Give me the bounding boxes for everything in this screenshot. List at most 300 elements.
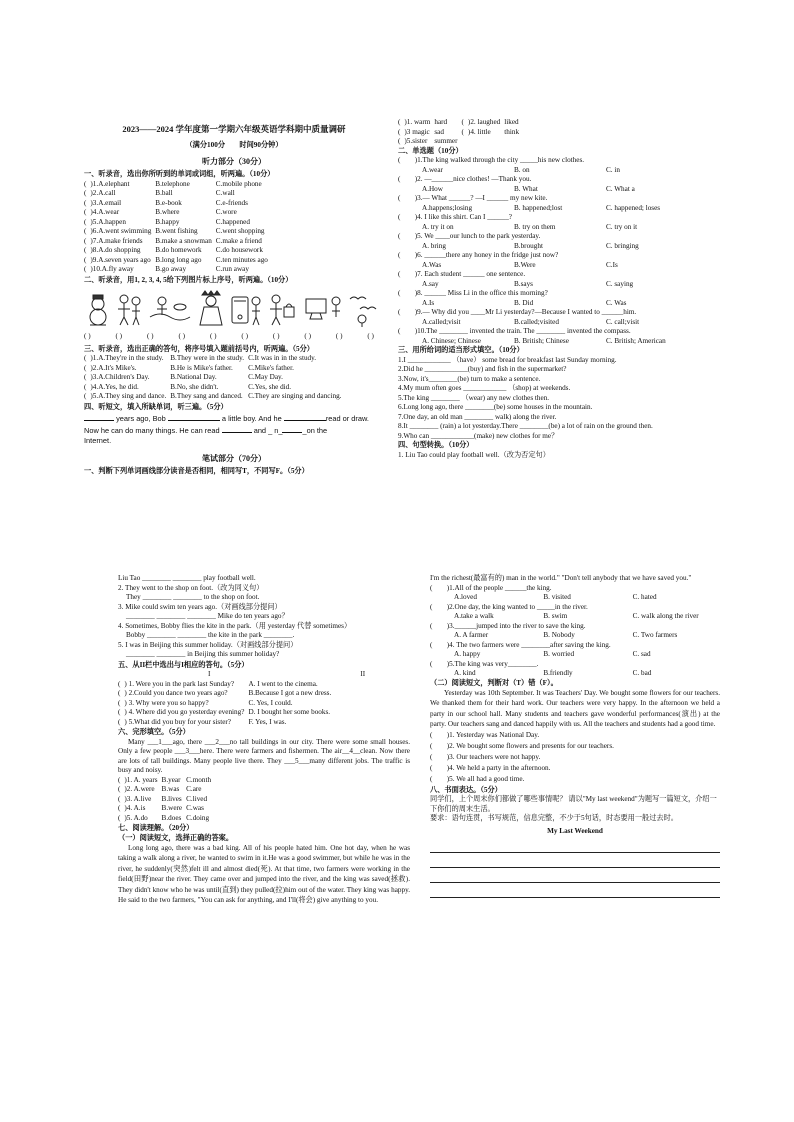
fill-line2a: Now he can do many things. He can read bbox=[84, 426, 220, 436]
cloze-item-cell: C.was bbox=[186, 804, 204, 812]
match-item-row bbox=[118, 680, 335, 690]
telephone-picture bbox=[232, 297, 260, 325]
ls1-item-cell: B.e-book bbox=[155, 198, 182, 207]
ls3-item-cell: C.May Day. bbox=[248, 373, 283, 382]
reading-q1-option: B. Nobody bbox=[543, 631, 575, 639]
match-item-cell: ) 3. Why were you so happy? bbox=[124, 698, 209, 707]
pair-item-cell: ( bbox=[398, 127, 401, 136]
match-item-cell: ) 1. Were you in the park last Sunday? bbox=[124, 679, 235, 688]
reading-q1-stem: ( )4. The two farmers were ________after saving the king. bbox=[430, 640, 611, 649]
verb-form-item: 9.Who can ____________(make) new clothes for me？ bbox=[398, 431, 559, 440]
cloze-item-cell: )4. A.is bbox=[124, 804, 146, 812]
mc-option: C. British; American bbox=[606, 336, 666, 345]
ls3-item-cell: )5.A.They sing and dance. bbox=[90, 392, 167, 401]
cloze-item-cell: B.was bbox=[161, 785, 180, 793]
cloze-item-row bbox=[118, 776, 215, 786]
listening-sec3-heading: 三、听录音，选出正确的答句，将序号填入题前括号内，听两遍。（5分） bbox=[84, 344, 314, 353]
mc-stem: ( )2. —______nice clothes! —Thank you. bbox=[398, 175, 532, 183]
verb-form-item: 7.One day, an old man ________ walk) along the river. bbox=[398, 412, 557, 421]
mc-question bbox=[398, 308, 698, 327]
fill-line1a: years ago, Bob bbox=[116, 414, 166, 424]
reading-sub2: （二）阅读短文，判断对（T）错（F）。 bbox=[430, 678, 558, 687]
reading-q1-option: A. happy bbox=[454, 650, 481, 658]
mc-option: A.Is bbox=[422, 298, 435, 307]
cloze-item-cell: ( bbox=[118, 804, 121, 812]
ls1-item-cell: C.e-friends bbox=[215, 198, 248, 207]
ls1-item-cell: B.do homework bbox=[155, 246, 202, 255]
reading-q1-option: C. sad bbox=[632, 650, 651, 658]
written-sec1-pairs bbox=[398, 118, 523, 147]
pair-item-cell: )5.sister bbox=[404, 137, 428, 145]
ls1-item-cell: B.ball bbox=[155, 189, 173, 198]
cloze-item-row bbox=[118, 814, 215, 824]
match-item-cell: ) 4. Where did you go yesterday evening? bbox=[124, 708, 245, 716]
ls1-item-cell: )3.A.email bbox=[90, 198, 122, 207]
ls1-item-cell: C.ten minutes ago bbox=[215, 255, 268, 264]
cloze-item-cell: ( bbox=[118, 775, 121, 784]
mc-stem: ( )5. We ____our lunch to the park yesterday. bbox=[398, 232, 541, 240]
transform-item: Liu Tao ________ ________ play football well. bbox=[118, 574, 256, 582]
mc-stem: ( )7. Each student ______ one sentence. bbox=[398, 270, 526, 278]
cloze-passage: Many ___1___ago, there ___2___no tall buildings in our city. There were some small houses. Only a few people ___3___here. There were farmers and fishermen. The air__4__clean. Now there are lots of tall buildings. Many people live there. They ___5___many different jobs. The traffic is busy and noisy. bbox=[118, 737, 410, 774]
reading-q1-option: A. kind bbox=[454, 669, 476, 677]
listening-sec4-heading: 四、听短文，填入所缺单词，听三遍。（5分） bbox=[84, 402, 228, 411]
written-sec3-heading: 三、用所给词的适当形式填空。（10分） bbox=[398, 346, 524, 354]
mc-option: A. try it on bbox=[422, 222, 454, 231]
pair-item-cell: think bbox=[504, 127, 520, 136]
ls1-item-cell: B.go away bbox=[155, 265, 187, 274]
listening-sec4-passage bbox=[84, 412, 384, 445]
fill-line3: Internet. bbox=[84, 435, 112, 445]
mc-stem: ( )1.The king walked through the city _____his new clothes. bbox=[398, 156, 585, 164]
verb-form-item: 6.Long long ago, there ________(be) some houses in the mountain. bbox=[398, 403, 593, 411]
listening-sec3-list bbox=[84, 354, 345, 402]
cloze-item-row bbox=[118, 804, 215, 814]
match-item-cell: ( bbox=[118, 698, 121, 707]
ls1-item-row bbox=[84, 256, 272, 266]
ls1-item-row bbox=[84, 180, 272, 190]
reading-q2-item: ( )3. Our teachers were not happy. bbox=[430, 753, 541, 762]
reading-sub1: （一）阅读短文，选择正确的答案。 bbox=[118, 833, 234, 842]
written-heading: 笔试部分（70分） bbox=[202, 453, 266, 463]
ls3-item-cell: C.It was in in the study. bbox=[248, 354, 317, 363]
ls1-item-cell: C.mobile phone bbox=[215, 179, 262, 188]
cloze-item-cell: ( bbox=[118, 813, 121, 822]
picture-row bbox=[84, 287, 384, 329]
mc-option: A.called;visit bbox=[422, 317, 461, 326]
mc-option: B. happened;lost bbox=[514, 203, 563, 212]
ls1-item-cell: ( bbox=[84, 246, 87, 255]
picture-bracket: ( ) bbox=[241, 332, 249, 341]
ls3-item-cell: ( bbox=[84, 373, 87, 382]
ls3-item-cell: C.They are singing and dancing. bbox=[248, 392, 342, 401]
ls3-item-row bbox=[84, 392, 345, 402]
bottom-right-panel bbox=[430, 574, 720, 902]
cloze-item-cell: )3. A.live bbox=[124, 794, 152, 803]
ls1-item-cell: C.do housework bbox=[215, 246, 263, 255]
ls3-item-row bbox=[84, 364, 345, 374]
transform-item: 5. I was in Beijing this summer holiday.（对画线部分提问） bbox=[118, 640, 298, 649]
ls3-item-cell: )1.A.They're in the study. bbox=[90, 354, 164, 363]
reading-passage1: Long long ago, there was a bad king. All of his people hated him. One hot day, when he was taking a walk along a river, he wanted to swim in it.He was a good swimmer, but while he was in the river, he suddenly(突然)felt ill and almost died(死). At that time, two farmers were working in the field(田野)near the river. They came over and jumped into the river, and the king was saved(拯救). They didn't know who he was until(直到) they pulled(拉)him out of the water. They king was happy. He said to the two farmers, "You can ask for anything, and I'll(将会) give anything to you. bbox=[118, 844, 410, 905]
mc-question bbox=[398, 289, 698, 308]
pair-item-row bbox=[398, 128, 523, 138]
mc-question bbox=[398, 175, 698, 194]
mc-option: C. bringing bbox=[606, 241, 639, 250]
ls1-item-cell: )7.A.make friends bbox=[90, 236, 143, 245]
mc-option: C. Was bbox=[606, 298, 627, 307]
ls1-item-cell: B.long long ago bbox=[155, 255, 202, 264]
pair-item-cell: )1. warm bbox=[404, 118, 431, 126]
reading-q2-item: ( )4. We held a party in the afternoon. bbox=[430, 764, 551, 773]
match-item-cell: ( bbox=[118, 689, 121, 697]
match-item-row bbox=[118, 699, 335, 709]
reading-q2-item: ( )5. We all had a good time. bbox=[430, 775, 525, 784]
mc-option: A.wear bbox=[422, 165, 443, 174]
people-picture bbox=[118, 295, 140, 325]
mc-option: C. What a bbox=[606, 184, 635, 193]
ls3-item-cell: )3.A.Children's Day. bbox=[90, 373, 150, 382]
mc-option: A. bring bbox=[422, 241, 446, 250]
pair-item-cell: ( bbox=[461, 118, 464, 126]
mc-stem: ( )9.— Why did you ____Mr Li yesterday?—Because I wanted to ______him. bbox=[398, 308, 637, 316]
king-picture bbox=[200, 291, 222, 325]
ls1-item-cell: C.went shopping bbox=[215, 227, 265, 236]
computer-picture bbox=[306, 297, 340, 319]
written-sec2-heading: 二、单选题（10分） bbox=[398, 146, 463, 155]
fill-line1c: read or draw. bbox=[325, 414, 369, 424]
cloze-item-cell: )2. A.were bbox=[124, 785, 155, 793]
cloze-item-cell: ( bbox=[118, 794, 121, 803]
top-left-panel bbox=[84, 124, 384, 477]
reading-q1-stem: ( )1.All of the people ______the king. bbox=[430, 583, 552, 592]
pair-item-row bbox=[398, 137, 523, 147]
transform-item: 2. They went to the shop on foot.（改为同义句） bbox=[118, 583, 264, 592]
ls1-item-cell: C.run away bbox=[215, 265, 249, 274]
verb-form-item: 8.It ________ (rain) a lot yesterday.There ________(be) a lot of rain on the ground then. bbox=[398, 422, 653, 430]
ls3-item-row bbox=[84, 354, 345, 364]
ls1-item-cell: C.wall bbox=[215, 189, 235, 198]
ls1-item-cell: B.make a snowman bbox=[155, 236, 212, 245]
picture-bracket: ( ) bbox=[272, 332, 280, 341]
ls3-item-cell: )2.A.It's Mike's. bbox=[90, 363, 137, 372]
mc-stem: ( )6. ______there any honey in the fridge just now? bbox=[398, 251, 559, 259]
mc-option: B.called;visited bbox=[514, 317, 559, 326]
mc-option: B. on bbox=[514, 165, 530, 174]
ls1-item-row bbox=[84, 227, 272, 237]
river-picture bbox=[150, 297, 190, 320]
ls3-item-cell: C.Yes, she did. bbox=[248, 382, 292, 391]
mc-question bbox=[398, 251, 698, 270]
ls1-item-cell: B.where bbox=[155, 208, 180, 217]
ls1-item-row bbox=[84, 265, 272, 275]
ls3-item-cell: ( bbox=[84, 363, 87, 372]
exam-title: 2023——2024 学年度第一学期六年级英语学科期中质量调研 bbox=[122, 124, 346, 134]
mc-stem: ( )8. ______ Miss Li in the office this morning? bbox=[398, 289, 548, 297]
birds-picture bbox=[350, 297, 376, 327]
top-right-panel bbox=[398, 118, 698, 460]
mc-option: B. try on them bbox=[514, 222, 556, 231]
cloze-item-cell: )1. A. years bbox=[124, 775, 158, 784]
essay-title: My Last Weekend bbox=[547, 826, 603, 835]
ls1-item-cell: ( bbox=[84, 198, 87, 207]
reading-q1-option: B. worried bbox=[543, 650, 575, 658]
reading-passage2: Yesterday was 10th September. It was Teachers' Day. We bought some flowers for our teachers. We thanked them for their hard work. Our teachers were very happy. In the afternoon we held a party in our school hall. Many students and teachers gave wonderful performances(演出) at the party. Our teachers sang and danced happily with us. All the teachers and students had a good time. bbox=[430, 689, 720, 729]
cloze-item-row bbox=[118, 795, 215, 805]
ls1-item-cell: )8.A.do shopping bbox=[90, 246, 141, 255]
ls1-item-cell: C.happened bbox=[215, 217, 250, 226]
mc-stem: ( )4. I like this shirt. Can I ______? bbox=[398, 213, 512, 221]
writing-prompt: 同学们，上个周末你们都做了哪些事情呢？ 请以"My last weekend"为题写一篇短文，介绍一下你们的周末生活。 bbox=[430, 795, 717, 813]
mc-option: C. happened; loses bbox=[606, 203, 661, 212]
snowman-picture bbox=[90, 295, 106, 325]
reading-q1-stem: ( )3.______jumped into the river to save the king. bbox=[430, 621, 586, 630]
picture-bracket: ( ) bbox=[335, 332, 343, 341]
writing-lines[interactable] bbox=[430, 842, 720, 898]
pair-item-cell: )2. laughed bbox=[467, 118, 501, 126]
picture-bracket: ( ) bbox=[115, 332, 123, 341]
match-item-cell: A. I went to the cinema. bbox=[248, 679, 318, 688]
reading-q1-option: C. walk along the river bbox=[632, 612, 699, 620]
reading-q1-stem: ( )5.The king was very________. bbox=[430, 659, 539, 668]
reading-q1-option: C. Two farmers bbox=[632, 631, 678, 639]
mc-option: A.say bbox=[422, 279, 439, 288]
match-item-cell: ( bbox=[118, 708, 121, 716]
reading-q1-question bbox=[430, 622, 720, 641]
mc-option: C. call;visit bbox=[606, 317, 640, 326]
pair-item-cell: summer bbox=[434, 137, 458, 145]
ls3-item-row bbox=[84, 383, 345, 393]
match-item-cell: ) 2.Could you dance two years ago? bbox=[124, 689, 228, 697]
transform-item: ________ ________ ________ Mike do ten years ago？ bbox=[126, 612, 289, 620]
mc-option: B.brought bbox=[514, 241, 543, 250]
verb-form-item: 3.Now, it's________(be) turn to make a sentence. bbox=[398, 374, 541, 383]
ls1-item-cell: ( bbox=[84, 236, 87, 245]
match-col1: I bbox=[208, 670, 211, 678]
mc-option: A.Was bbox=[422, 260, 442, 269]
written-sec5-list bbox=[118, 680, 335, 728]
fill-line1b: a little boy. And he bbox=[221, 414, 282, 424]
reading-q2-item: ( )1. Yesterday was National Day. bbox=[430, 730, 540, 739]
ls1-item-cell: ( bbox=[84, 255, 87, 264]
ls1-item-cell: ( bbox=[84, 179, 87, 188]
reading-q1-stem: ( )2.One day, the king wanted to _____in the river. bbox=[430, 602, 588, 611]
ls3-item-cell: B.They were in the study. bbox=[170, 354, 245, 363]
listening-heading: 听力部分（30分） bbox=[202, 156, 266, 166]
verb-form-item: 2.Did he ____________(buy) and fish in the supermarket? bbox=[398, 365, 567, 373]
mc-option: C. try on it bbox=[606, 222, 638, 231]
match-col-headers bbox=[118, 670, 410, 680]
mc-option: B. British; Chinese bbox=[514, 336, 569, 345]
ls3-item-cell: ( bbox=[84, 392, 87, 401]
writing-requirements: 要求：语句连贯，书写规范，信息完整，不少于5句话，时态要用一般过去时。 bbox=[430, 814, 678, 823]
match-item-cell: ( bbox=[118, 717, 121, 726]
cloze-item-cell: )5. A.do bbox=[124, 813, 148, 822]
written-sec5-heading: 五、从II栏中选出与I相应的答句。（5分） bbox=[118, 660, 249, 669]
ls3-item-cell: ( bbox=[84, 382, 87, 391]
ls1-item-cell: )9.A.seven years ago bbox=[90, 255, 151, 264]
verb-form-item: 4.My mum often goes ____________ （shop) at weekends. bbox=[398, 384, 571, 392]
ls1-item-row bbox=[84, 246, 272, 256]
reading-q1-option: C. hated bbox=[632, 593, 657, 601]
listening-sec1-heading: 一、听录音，选出你所听到的单词或词组，听两遍。（10分） bbox=[84, 170, 275, 179]
picture-bracket: ( ) bbox=[178, 332, 186, 341]
ls1-item-cell: C.make a friend bbox=[215, 236, 262, 245]
reading-q1-option: A.loved bbox=[454, 593, 477, 601]
match-item-cell: B.Because I got a new dress. bbox=[248, 689, 332, 697]
cloze-item-cell: C.lived bbox=[186, 794, 208, 803]
mc-option: A. Chinese; Chinese bbox=[422, 336, 481, 345]
ls1-item-cell: ( bbox=[84, 265, 87, 274]
ls1-item-cell: )6.A.went swimming bbox=[90, 227, 152, 236]
cloze-item-cell: B.lives bbox=[161, 794, 182, 803]
match-item-row bbox=[118, 708, 335, 718]
mc-option: B.Were bbox=[514, 260, 536, 269]
reading-q2-item: ( )2. We bought some flowers and presents for our teachers. bbox=[430, 741, 614, 750]
cloze-item-cell: B.does bbox=[161, 813, 182, 822]
ls1-item-row bbox=[84, 189, 272, 199]
match-col2: II bbox=[360, 670, 366, 678]
reading-q1-question bbox=[430, 584, 720, 603]
picture-bracket: ( ) bbox=[209, 332, 217, 341]
reading-q1-option: B. swim bbox=[543, 612, 568, 620]
written-sec6-list bbox=[118, 776, 215, 824]
pair-item-cell: )4. little bbox=[467, 127, 491, 136]
match-item-row bbox=[118, 718, 335, 728]
cloze-item-row bbox=[118, 785, 215, 795]
shopping-picture bbox=[270, 295, 294, 325]
verb-form-item: 1.I ____________ （have） some bread for breakfast last Sunday morning. bbox=[398, 355, 617, 364]
written-sec1-heading: 一、判断下列单词画线部分读音是否相同，相同写T，不同写F。（5分） bbox=[84, 467, 309, 476]
mc-question bbox=[398, 327, 698, 346]
match-item-cell: F. Yes, I was. bbox=[248, 717, 287, 726]
ls1-item-row bbox=[84, 218, 272, 228]
ls1-item-cell: B.happy bbox=[155, 217, 180, 226]
mc-option: C. in bbox=[606, 165, 620, 174]
ls1-item-cell: )10.A.fly away bbox=[90, 265, 134, 274]
picture-bracket: ( ) bbox=[304, 332, 311, 341]
listening-sec2-heading: 二、听录音，用1, 2, 3, 4, 5给下列图片标上序号，听两遍。（10分） bbox=[84, 275, 293, 284]
reading-passage1-cont: I'm the richest(最富有的) man in the world." "Don't tell anybody that we have saved you." bbox=[430, 574, 692, 582]
reading-q1-question bbox=[430, 641, 720, 660]
transform-item: They ________ ________ to the shop on foot. bbox=[126, 593, 260, 601]
picture-bracket: ( ) bbox=[84, 332, 91, 341]
mc-stem: ( )10.The ________ invented the train. The ________ invented the compass. bbox=[398, 327, 631, 335]
ls3-item-row bbox=[84, 373, 345, 383]
match-item-cell: C. Yes, I could. bbox=[248, 698, 293, 707]
cloze-item-cell: C.are bbox=[186, 785, 202, 793]
pair-item-cell: hard bbox=[434, 118, 448, 126]
written-sec7-heading: 七、阅读理解。（20分） bbox=[118, 824, 194, 832]
written-sec4-heading: 四、句型转换。（10分） bbox=[398, 441, 474, 449]
match-item-cell: D. I bought her some books. bbox=[248, 708, 331, 716]
mc-option: C.Is bbox=[606, 260, 618, 269]
ls1-item-cell: ( bbox=[84, 189, 87, 198]
ls3-item-cell: ( bbox=[84, 354, 87, 363]
pair-item-cell: )3 magic bbox=[404, 127, 430, 136]
pair-item-cell: liked bbox=[504, 118, 519, 126]
match-item-cell: ( bbox=[118, 679, 121, 688]
reading-q1-option: A.take a walk bbox=[454, 612, 494, 620]
transform-item: 3. Mike could swim ten years ago.（对画线部分提问） bbox=[118, 602, 282, 611]
ls3-item-cell: B.National Day. bbox=[170, 373, 217, 382]
mc-option: C. saying bbox=[606, 279, 634, 288]
written-sec8-heading: 八、书面表达。（5分） bbox=[430, 785, 502, 794]
transform-item: Bobby ________ ________ the kite in the park ________. bbox=[126, 631, 295, 639]
picture-bracket: ( ) bbox=[367, 332, 374, 341]
fill-line2c: _on the bbox=[302, 426, 328, 436]
verb-form-item: 5.The king ________ （wear) any new clothes then. bbox=[398, 393, 550, 402]
ls1-item-cell: B.telephone bbox=[155, 179, 190, 188]
ls3-item-cell: B.He is Mike's father. bbox=[170, 363, 233, 372]
written-sec3-list bbox=[398, 356, 698, 442]
ls3-item-cell: C.Mike's father. bbox=[248, 363, 294, 372]
picture-bracket: ( ) bbox=[146, 332, 154, 341]
match-item-cell: ) 5.What did you buy for your sister? bbox=[124, 717, 231, 726]
mc-option: A.How bbox=[422, 184, 443, 193]
ls1-item-cell: ( bbox=[84, 227, 87, 236]
cloze-item-cell: ( bbox=[118, 785, 121, 793]
pair-item-cell: ( bbox=[398, 137, 401, 145]
reading-q1-question bbox=[430, 660, 720, 679]
reading-q2-list bbox=[430, 730, 720, 786]
mc-option: A.happens;losing bbox=[422, 203, 473, 212]
mc-option: B. What bbox=[514, 184, 538, 193]
ls1-item-cell: B.went fishing bbox=[155, 227, 198, 236]
picture-brackets bbox=[84, 332, 374, 342]
cloze-item-cell: B.were bbox=[161, 804, 183, 812]
cloze-item-cell: C.doing bbox=[186, 813, 210, 822]
ls3-item-cell: )4.A.Yes, he did. bbox=[90, 382, 139, 391]
pair-item-cell: ( bbox=[461, 127, 464, 136]
reading-q1-option: C. bad bbox=[632, 669, 652, 677]
mc-question bbox=[398, 156, 698, 175]
mc-option: B.says bbox=[514, 279, 533, 288]
mc-question bbox=[398, 194, 698, 213]
mc-question bbox=[398, 270, 698, 289]
reading-q1-option: B.friendly bbox=[543, 669, 573, 677]
ls3-item-cell: B.No, she didn't. bbox=[170, 382, 219, 391]
pair-item-cell: ( bbox=[398, 118, 401, 126]
ls1-item-cell: C.wore bbox=[215, 208, 237, 217]
mc-question bbox=[398, 232, 698, 251]
ls1-item-cell: )4.A.wear bbox=[90, 208, 120, 217]
written-sec2-list bbox=[398, 156, 698, 346]
pair-item-cell: sad bbox=[434, 127, 444, 136]
ls1-item-row bbox=[84, 199, 272, 209]
reading-q1-option: B. visited bbox=[543, 593, 571, 601]
cloze-item-cell: C.month bbox=[186, 775, 212, 784]
mc-question bbox=[398, 213, 698, 232]
listening-sec1-list bbox=[84, 180, 272, 275]
ls1-item-row bbox=[84, 237, 272, 247]
transform-q1: 1. Liu Tao could play football well.（改为否定句） bbox=[398, 450, 550, 459]
listening-pictures bbox=[84, 287, 384, 329]
mc-stem: ( )3.— What ______? —I ______ my new kite. bbox=[398, 194, 548, 202]
match-item-row bbox=[118, 689, 335, 699]
fill-line2b: and _ n_ bbox=[253, 426, 283, 436]
ls1-item-cell: )2.A.call bbox=[90, 189, 116, 198]
ls1-item-row bbox=[84, 208, 272, 218]
ls1-item-cell: ( bbox=[84, 217, 87, 226]
pair-item-row bbox=[398, 118, 523, 128]
ls1-item-cell: )5.A.happen bbox=[90, 217, 126, 226]
written-sec6-heading: 六、完形填空。（5分） bbox=[118, 728, 190, 736]
bottom-left-panel bbox=[118, 574, 410, 906]
exam-subtitle: （满分100分 时间90分钟） bbox=[185, 141, 283, 150]
reading-q1-option: A. A farmer bbox=[454, 631, 489, 639]
reading-q1-question bbox=[430, 603, 720, 622]
